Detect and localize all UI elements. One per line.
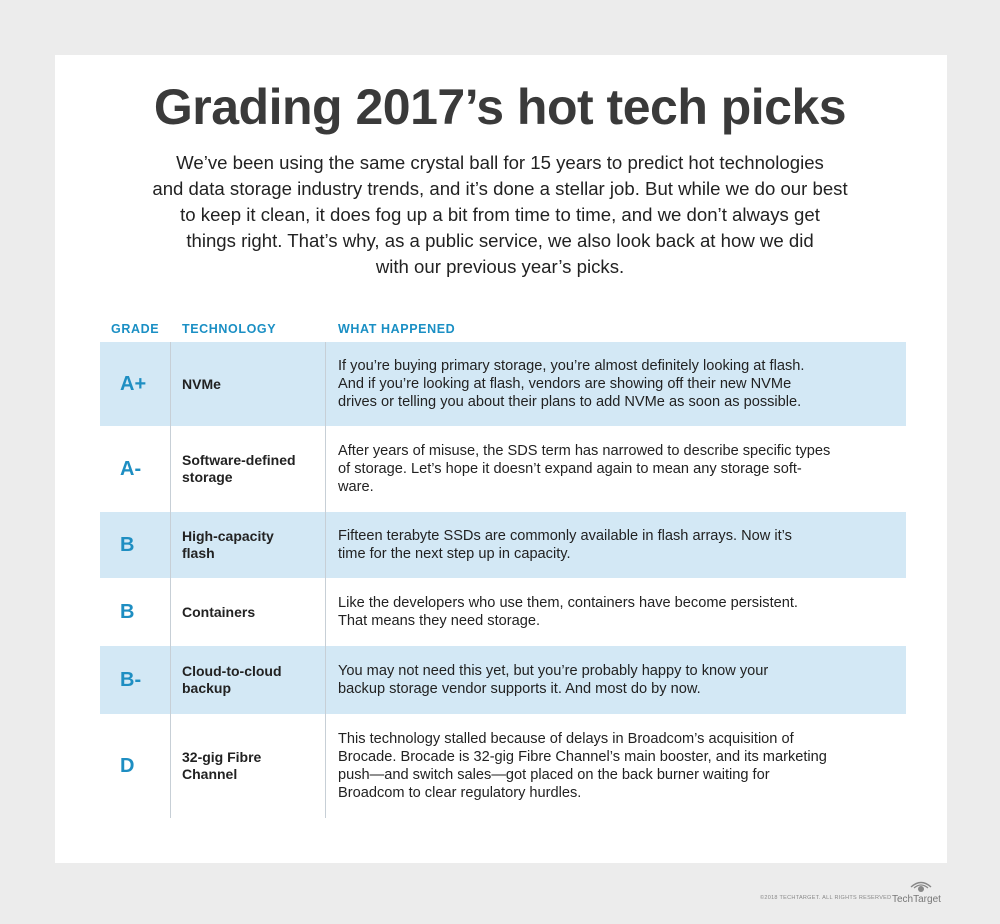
table-row (100, 342, 906, 426)
techtarget-logo (892, 880, 948, 910)
what-happened-cell (338, 512, 898, 578)
technology-cell (182, 512, 322, 578)
table-row (100, 714, 906, 818)
column-divider (325, 646, 326, 714)
description-line: If you’re buying primary storage, you’re almost definitely looking at flash. (338, 358, 805, 374)
technology-cell (182, 342, 322, 426)
header-what-happened: WHAT HAPPENED (338, 322, 456, 336)
table-row (100, 646, 906, 714)
description-line: time for the next step up in capacity. (338, 546, 571, 562)
description-line: Fifteen terabyte SSDs are commonly available in flash arrays. Now it’s (338, 528, 792, 544)
header-technology: TECHNOLOGY (182, 322, 277, 336)
header-grade: GRADE (111, 322, 160, 336)
grade-cell: B- (120, 668, 142, 691)
technology-line: backup (182, 680, 232, 696)
grade-cell: A+ (120, 372, 147, 395)
table-row (100, 512, 906, 578)
description-line: of storage. Let’s hope it doesn’t expand again to mean any storage soft- (338, 461, 802, 477)
intro-line: We’ve been using the same crystal ball for 15 years to predict hot technologies (176, 152, 824, 173)
grade-cell: B (120, 533, 135, 556)
what-happened-cell (338, 646, 898, 714)
technology-line: storage (182, 469, 233, 485)
description-line: After years of misuse, the SDS term has narrowed to describe specific types (338, 443, 831, 459)
column-divider (170, 426, 171, 512)
technology-line: Cloud-to-cloud (182, 663, 282, 679)
page-title: Grading 2017’s hot tech picks (153, 79, 847, 135)
intro-line: to keep it clean, it does fog up a bit from time to time, and we don’t always get (180, 204, 820, 225)
description-line: push—and switch sales—got placed on the back burner waiting for (338, 767, 770, 783)
intro-line: with our previous year’s picks. (375, 256, 625, 277)
column-divider (170, 714, 171, 818)
grade-cell: A- (120, 457, 142, 480)
technology-cell (182, 426, 322, 512)
intro-line: things right. That’s why, as a public service, we also look back at how we did (186, 230, 814, 251)
description-line: drives or telling you about their plans to add NVMe as soon as possible. (338, 394, 802, 410)
column-divider (170, 646, 171, 714)
grade-cell: B (120, 600, 135, 623)
technology-line: Containers (182, 603, 256, 620)
table-row (100, 578, 906, 646)
description-line: Like the developers who use them, containers have become persistent. (338, 595, 798, 611)
intro-paragraph (100, 150, 900, 280)
column-divider (170, 578, 171, 646)
grades-table (100, 342, 906, 818)
description-line: ware. (338, 479, 374, 495)
what-happened-cell (338, 578, 898, 646)
logo-wordmark: TechTarget (892, 894, 941, 905)
column-divider (325, 512, 326, 578)
description-line: Broadcom to clear regulatory hurdles. (338, 785, 582, 801)
column-divider (325, 426, 326, 512)
column-divider (170, 342, 171, 426)
copyright-text: ©2018 TECHTARGET. ALL RIGHTS RESERVED (760, 895, 892, 901)
column-divider (325, 578, 326, 646)
technology-line: 32-gig Fibre (182, 749, 262, 765)
description-line: That means they need storage. (338, 613, 541, 629)
description-line: You may not need this yet, but you’re probably happy to know your (338, 663, 769, 679)
description-line: And if you’re looking at flash, vendors are showing off their new NVMe (338, 376, 792, 392)
technology-cell (182, 714, 322, 818)
intro-line: and data storage industry trends, and it’s done a stellar job. But while we do our best (152, 178, 848, 199)
description-line: Brocade. Brocade is 32-gig Fibre Channel’s main booster, and its marketing (338, 749, 827, 765)
column-divider (325, 714, 326, 818)
description-line: backup storage vendor supports it. And most do by now. (338, 681, 701, 697)
what-happened-cell (338, 426, 898, 512)
grade-cell: D (120, 754, 135, 777)
technology-line: NVMe (182, 375, 221, 392)
technology-cell (182, 578, 322, 646)
technology-cell (182, 646, 322, 714)
technology-line: Channel (182, 766, 238, 782)
technology-line: High-capacity (182, 528, 274, 544)
column-divider (170, 512, 171, 578)
what-happened-cell (338, 342, 898, 426)
column-divider (325, 342, 326, 426)
technology-line: flash (182, 545, 215, 561)
technology-line: Software-defined (182, 452, 296, 468)
table-row (100, 426, 906, 512)
eye-icon (910, 880, 932, 894)
description-line: This technology stalled because of delays in Broadcom’s acquisition of (338, 731, 794, 747)
what-happened-cell (338, 714, 898, 818)
